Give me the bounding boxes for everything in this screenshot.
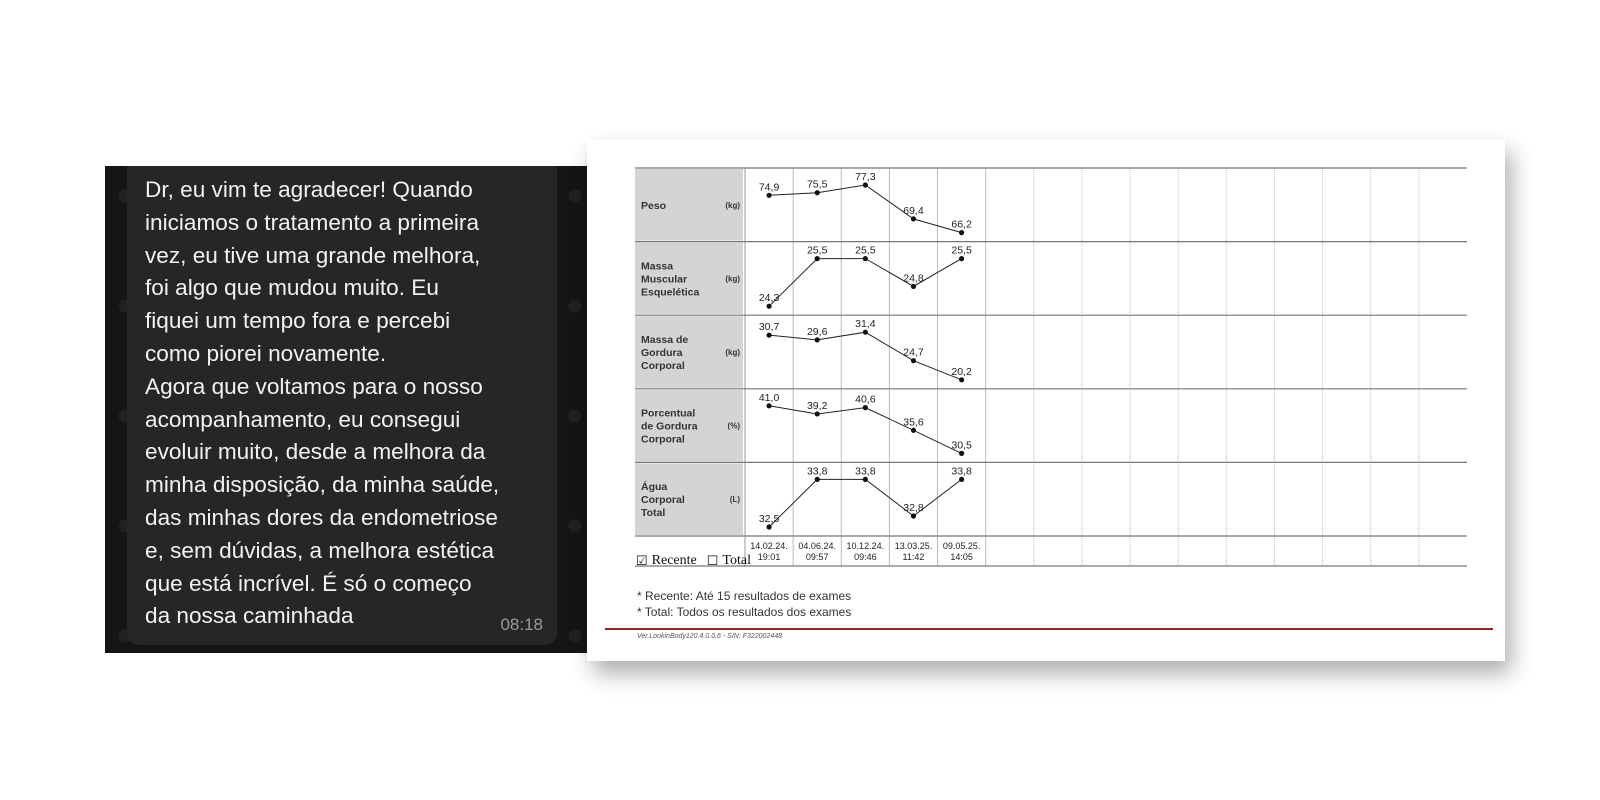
x-tick-label: 04.06.24. 09:57 bbox=[798, 541, 836, 562]
data-point bbox=[959, 451, 964, 456]
data-point bbox=[766, 193, 771, 198]
data-label: 29,6 bbox=[806, 325, 828, 338]
row-unit: (kg) bbox=[725, 200, 740, 210]
data-point bbox=[863, 477, 868, 482]
data-label: 33,8 bbox=[855, 465, 876, 478]
row-unit: (L) bbox=[729, 495, 740, 505]
body-composition-report bbox=[587, 140, 1505, 661]
footnote-recent: * Recente: Até 15 resultados de exames bbox=[637, 589, 852, 603]
data-point bbox=[863, 182, 868, 187]
footer-divider bbox=[605, 628, 1493, 630]
data-point bbox=[911, 513, 916, 518]
legend-total-label: Total bbox=[722, 553, 751, 568]
data-label: 32,5 bbox=[758, 513, 780, 525]
message-bubble[interactable] bbox=[127, 166, 557, 645]
data-point bbox=[911, 284, 916, 289]
data-label: 77,3 bbox=[855, 171, 876, 183]
data-label: 74,9 bbox=[758, 181, 780, 194]
data-point bbox=[815, 411, 820, 416]
row-unit: (kg) bbox=[725, 348, 740, 357]
data-point bbox=[863, 330, 868, 335]
data-label: 30,5 bbox=[951, 439, 972, 452]
series-line bbox=[769, 332, 962, 380]
footnote-total: * Total: Todos os resultados dos exames bbox=[637, 605, 852, 619]
x-tick-label: 09.05.25. 14:05 bbox=[942, 541, 981, 562]
row-label: Porcentual de Gordura Corporal bbox=[641, 407, 698, 446]
row-label: Massa de Gordura Corporal bbox=[641, 334, 689, 372]
data-label: 25,5 bbox=[806, 244, 828, 257]
message-text: Dr, eu vim te agradecer! Quando iniciamos o tratamento a primeira vez, eu tive uma grande melhora, foi algo que mudou muito. Eu fiquei um tempo fora e percebi como piorei novamente. Agora que voltamos para o nosso acompanhamento, eu consegui evoluir muito, desde a melhora da minha disposição, da minha saúde, das minhas dores da endometriose e, sem dúvidas, a melhora estética que está incrível. É só o começo da nossa caminhada bbox=[145, 177, 500, 629]
x-tick-label: 10.12.24. 09:46 bbox=[846, 541, 885, 562]
data-point bbox=[959, 477, 964, 482]
data-point bbox=[815, 477, 820, 482]
recent-checkbox-icon[interactable]: ☑ bbox=[636, 553, 648, 568]
legend-recent-label: Recente bbox=[651, 553, 697, 568]
data-label: 66,2 bbox=[951, 218, 972, 231]
series-line bbox=[769, 185, 962, 233]
data-label: 75,5 bbox=[806, 178, 828, 191]
data-point bbox=[766, 333, 771, 338]
series-line bbox=[769, 406, 962, 454]
data-label: 24,8 bbox=[903, 272, 924, 285]
history-chart bbox=[587, 140, 1505, 661]
series-line bbox=[769, 479, 962, 527]
data-point bbox=[766, 304, 771, 309]
row-unit: (%) bbox=[727, 421, 740, 431]
data-label: 25,5 bbox=[951, 244, 972, 257]
data-point bbox=[815, 256, 820, 261]
x-tick-label: 14.02.24. 19:01 bbox=[750, 541, 788, 562]
data-point bbox=[815, 337, 820, 342]
data-point bbox=[766, 403, 771, 408]
data-point bbox=[959, 256, 964, 261]
data-point bbox=[911, 216, 916, 221]
data-point bbox=[815, 190, 820, 195]
series-line bbox=[769, 259, 962, 307]
legend bbox=[636, 551, 751, 571]
data-label: 33,8 bbox=[806, 465, 828, 478]
data-label: 24,7 bbox=[903, 346, 924, 359]
row-unit: (kg) bbox=[725, 274, 740, 284]
data-label: 39,2 bbox=[806, 399, 828, 412]
data-label: 33,8 bbox=[951, 465, 972, 478]
data-label: 20,2 bbox=[951, 365, 972, 378]
data-label: 25,5 bbox=[855, 244, 876, 257]
data-point bbox=[863, 256, 868, 261]
total-checkbox-icon[interactable]: ☐ bbox=[706, 553, 719, 568]
data-point bbox=[911, 358, 916, 363]
row-label: Peso bbox=[641, 199, 667, 212]
x-tick-label: 13.03.25. 11:42 bbox=[894, 541, 933, 562]
row-label: Água Corporal Total bbox=[641, 481, 685, 520]
data-point bbox=[959, 377, 964, 382]
data-point bbox=[911, 428, 916, 433]
data-label: 30,7 bbox=[758, 321, 780, 334]
data-label: 41,0 bbox=[758, 391, 780, 404]
message-time: 08:18 bbox=[500, 615, 543, 634]
data-label: 24,3 bbox=[758, 292, 780, 305]
data-label: 32,8 bbox=[903, 502, 924, 515]
chat-panel bbox=[105, 166, 587, 653]
data-label: 31,4 bbox=[855, 318, 876, 331]
data-point bbox=[863, 405, 868, 410]
version-label: Ver.LookinBody120.4.0.0.6 - S/N: F322002448 bbox=[637, 633, 783, 640]
row-label: Massa Muscular Esquelética bbox=[641, 260, 700, 299]
data-point bbox=[959, 230, 964, 235]
data-point bbox=[766, 524, 771, 529]
data-label: 40,6 bbox=[855, 393, 876, 406]
data-label: 69,4 bbox=[903, 204, 924, 217]
data-label: 35,6 bbox=[903, 416, 924, 429]
